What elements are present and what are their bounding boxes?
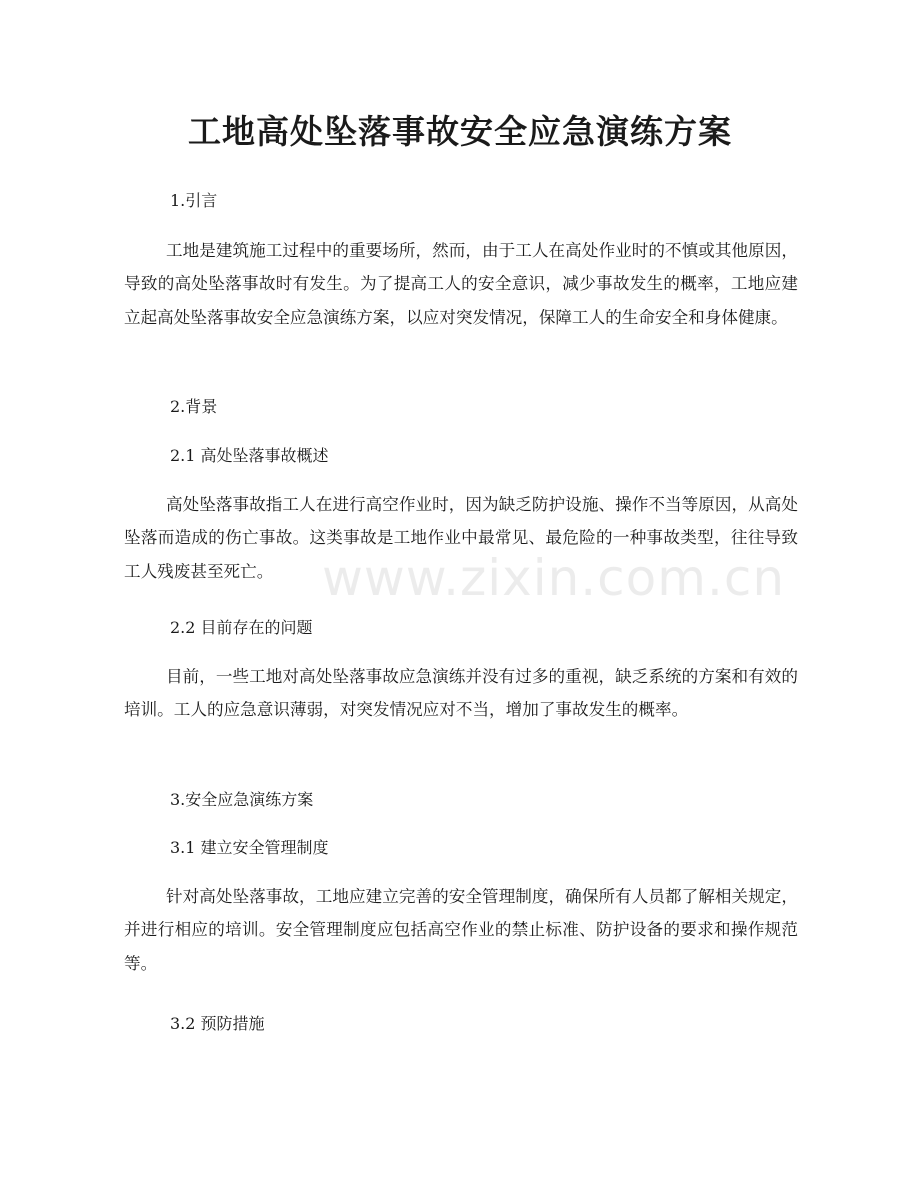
paragraph-overview: 高处坠落事故指工人在进行高空作业时，因为缺乏防护设施、操作不当等原因，从高处坠落而造成的伤亡事故。这类事故是工地作业中最常见、最危险的一种事故类型，往往导致工人残废甚至死亡。 [124, 495, 798, 581]
paragraph-intro: 工地是建筑施工过程中的重要场所，然而，由于工人在高处作业时的不慎或其他原因，导致的高处坠落事故时有发生。为了提高工人的安全意识，减少事故发生的概率，工地应建立起高处坠落事故安全应急演练方案，以应对突发情况，保障工人的生命安全和身体健康。 [124, 241, 798, 327]
section-heading-intro: 1.引言 [170, 191, 218, 210]
paragraph-problems: 目前，一些工地对高处坠落事故应急演练并没有过多的重视，缺乏系统的方案和有效的培训。工人的应急意识薄弱，对突发情况应对不当，增加了事故发生的概率。 [124, 667, 798, 720]
watermark-text: www.zixin.com.cn [322, 549, 786, 607]
document-title: 工地高处坠落事故安全应急演练方案 [188, 112, 732, 151]
section-heading-background: 2.背景 [170, 397, 218, 416]
subsection-heading-problems: 2.2 目前存在的问题 [170, 618, 313, 637]
subsection-heading-management: 3.1 建立安全管理制度 [170, 838, 329, 857]
section-heading-plan: 3.安全应急演练方案 [170, 790, 314, 809]
paragraph-management: 针对高处坠落事故，工地应建立完善的安全管理制度，确保所有人员都了解相关规定，并进行相应的培训。安全管理制度应包括高空作业的禁止标准、防护设备的要求和操作规范等。 [124, 887, 798, 973]
subsection-heading-overview: 2.1 高处坠落事故概述 [170, 446, 329, 465]
subsection-heading-prevention: 3.2 预防措施 [170, 1014, 265, 1033]
